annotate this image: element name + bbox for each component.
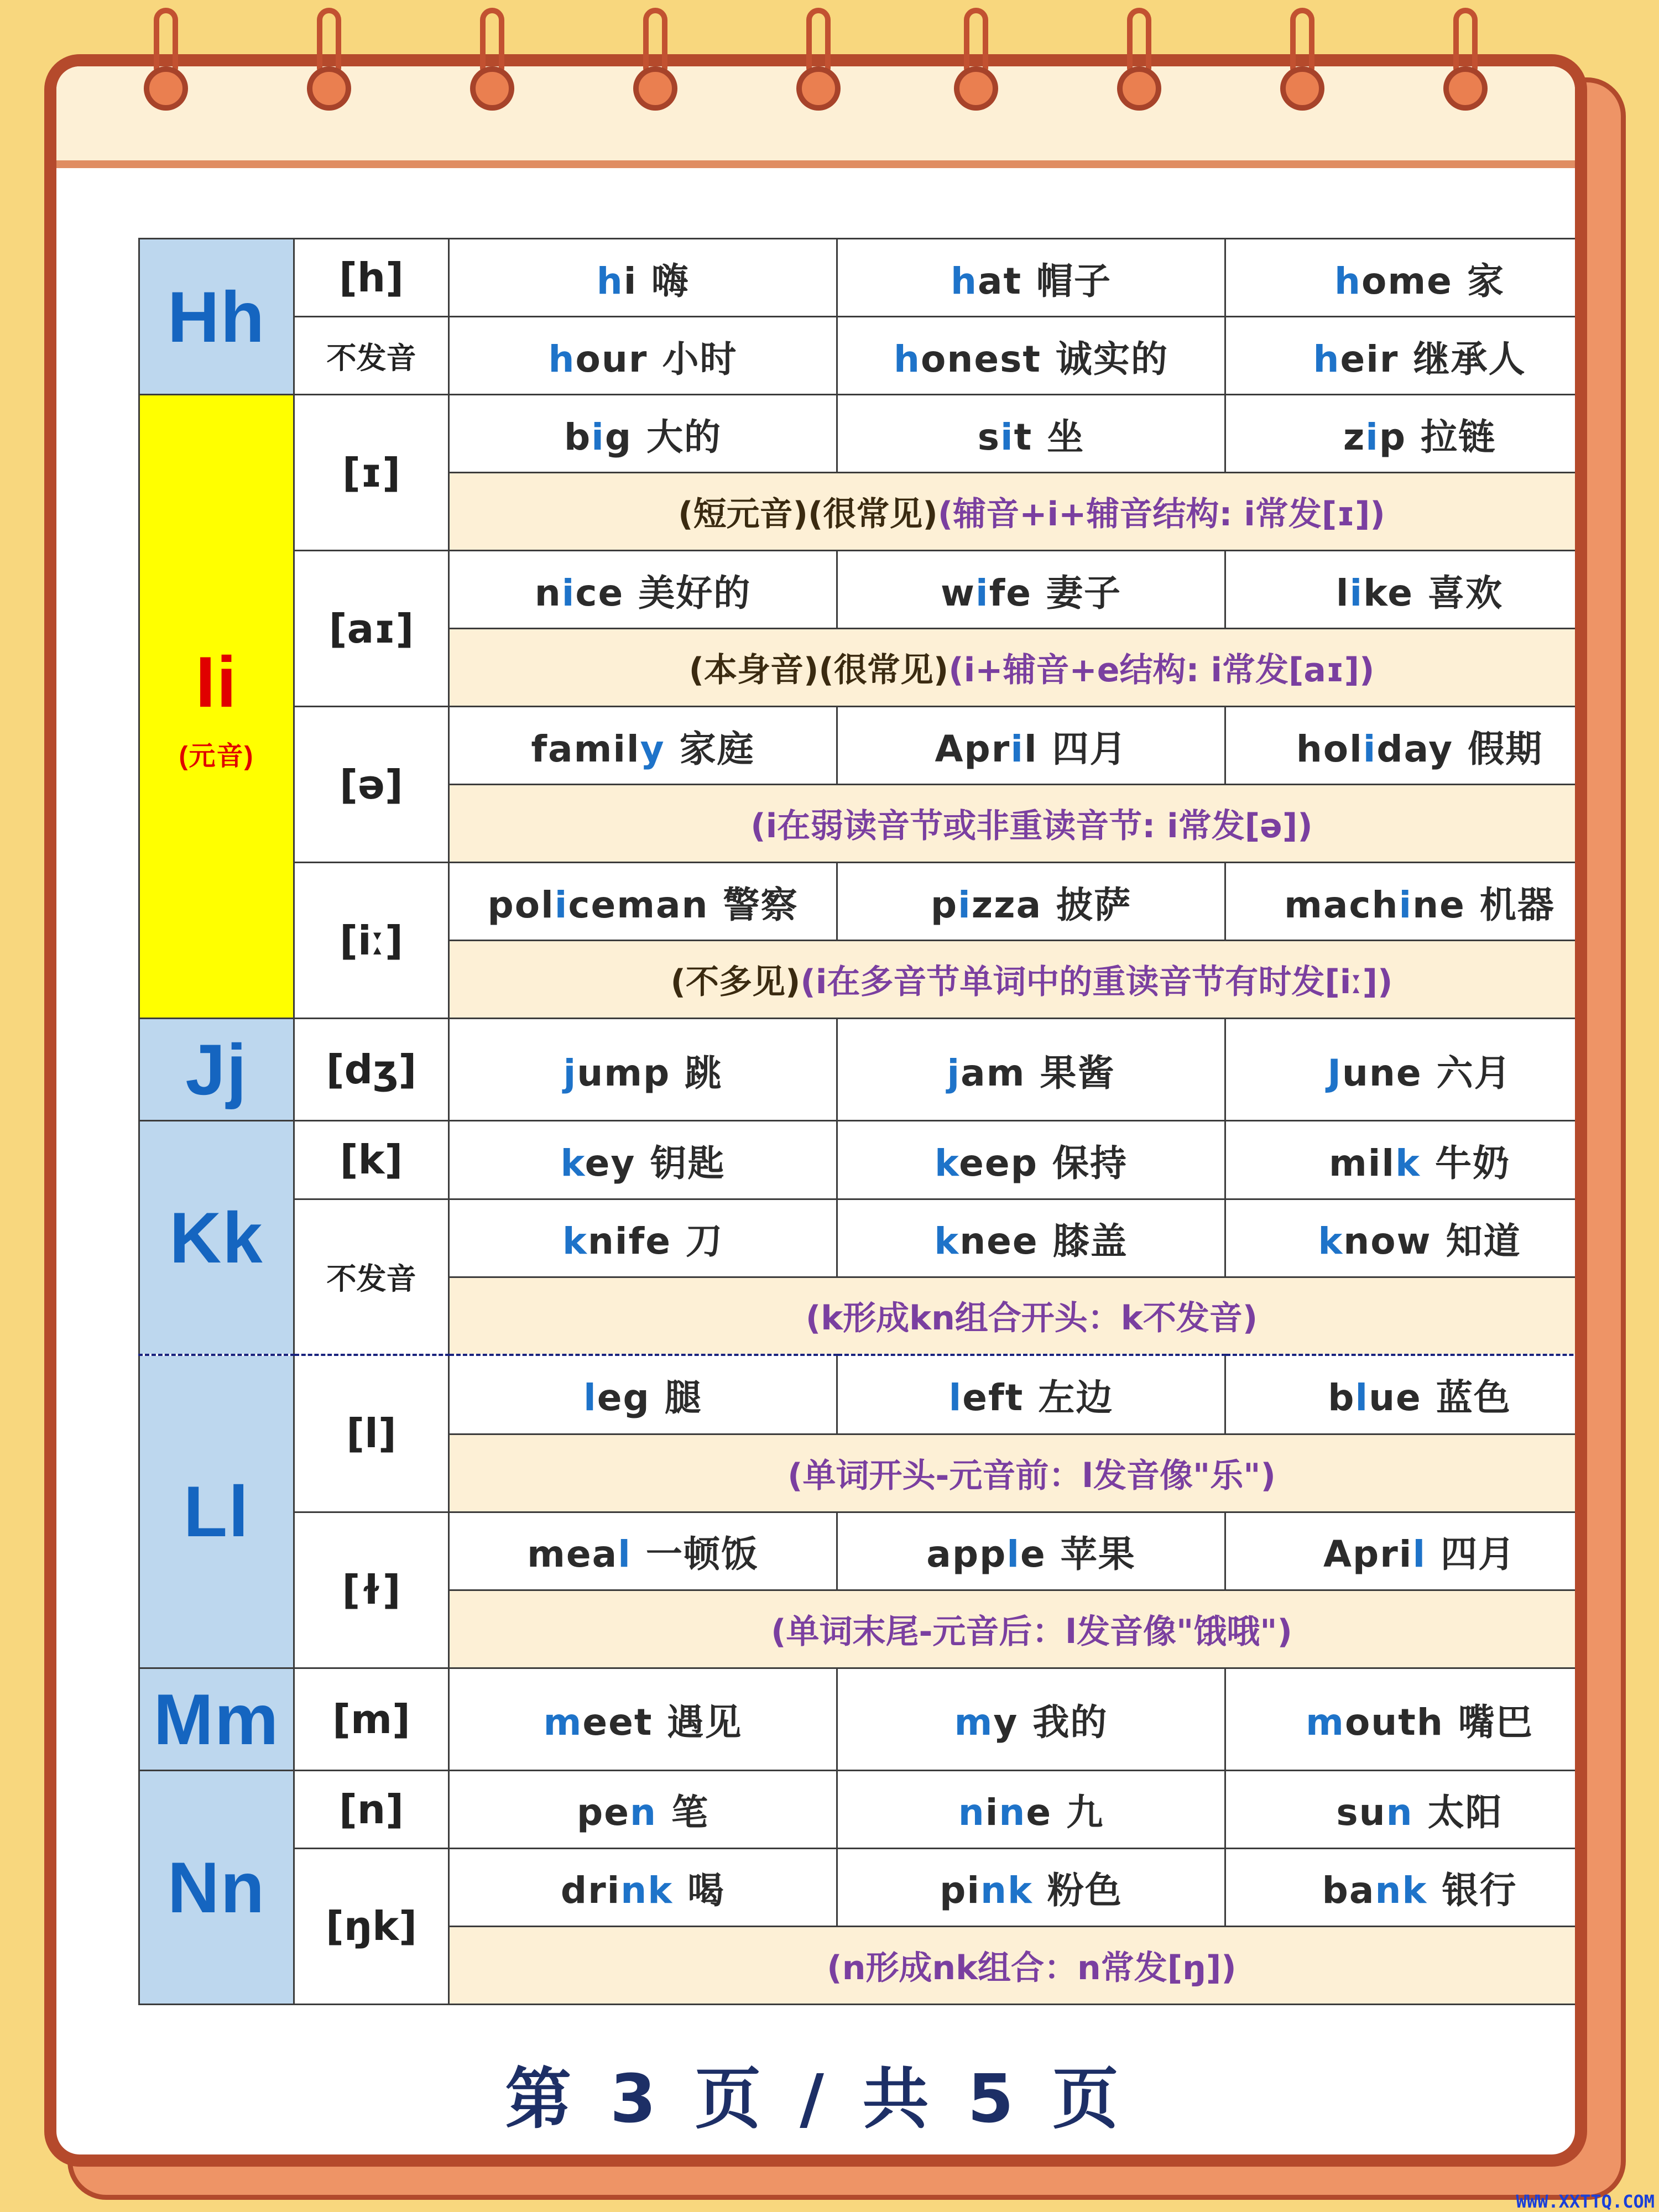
example-word: meal 一顿饭 — [449, 1512, 837, 1590]
spiral-ring — [1443, 8, 1496, 113]
example-word: June 六月 — [1225, 1019, 1588, 1121]
rule-note: (不多见)(i在多音节单词中的重读音节有时发[iː]) — [449, 941, 1588, 1019]
example-word: my 我的 — [837, 1668, 1225, 1770]
phonics-table — [138, 238, 1587, 2005]
letter-m: Mm — [139, 1668, 294, 1770]
rule-note: (n形成nk组合：n常发[ŋ]) — [449, 1926, 1588, 2004]
vowel-note: (元音) — [179, 742, 254, 771]
phonetic-symbol: [k] — [294, 1121, 449, 1199]
example-word: blue 蓝色 — [1225, 1355, 1588, 1434]
example-word: like 喜欢 — [1225, 551, 1588, 629]
example-word: knife 刀 — [449, 1199, 837, 1277]
spiral-ring — [307, 8, 360, 113]
example-word: home 家 — [1225, 239, 1588, 317]
letter-i: Ii (元音) — [139, 395, 294, 1019]
example-word: holiday 假期 — [1225, 707, 1588, 785]
page-indicator: 第 3 页 / 共 5 页 — [505, 2061, 1126, 2138]
rule-note: (i在弱读音节或非重读音节: i常发[ə]) — [449, 785, 1588, 863]
letter-n: Nn — [139, 1770, 294, 2004]
example-word: key 钥匙 — [449, 1121, 837, 1199]
example-word: hat 帽子 — [837, 239, 1225, 317]
example-word: know 知道 — [1225, 1199, 1588, 1277]
phonetic-symbol: [ŋk] — [294, 1848, 449, 2004]
example-word: apple 苹果 — [837, 1512, 1225, 1590]
example-word: hour 小时 — [449, 317, 837, 395]
example-word: April 四月 — [837, 707, 1225, 785]
phonetic-symbol: [l] — [294, 1355, 449, 1512]
example-word: nice 美好的 — [449, 551, 837, 629]
spiral-ring — [796, 8, 849, 113]
phonetic-symbol: [ə] — [294, 707, 449, 863]
site-watermark: WWW.XXTTQ.COM — [1516, 2191, 1655, 2212]
letter-j: Jj — [139, 1019, 294, 1121]
example-word: jam 果酱 — [837, 1019, 1225, 1121]
spiral-ring — [1280, 8, 1333, 113]
phonetic-symbol: [iː] — [294, 863, 449, 1019]
example-word: sun 太阳 — [1225, 1770, 1588, 1848]
phonetic-symbol: [aɪ] — [294, 551, 449, 707]
example-word: meet 遇见 — [449, 1668, 837, 1770]
example-word: pizza 披萨 — [837, 863, 1225, 941]
example-word: keep 保持 — [837, 1121, 1225, 1199]
example-word: bank 银行 — [1225, 1848, 1588, 1926]
table-row — [139, 1770, 1588, 1848]
table-row — [139, 395, 1588, 473]
letter-l: Ll — [139, 1355, 294, 1668]
phonetic-symbol: [m] — [294, 1668, 449, 1770]
example-word: sit 坐 — [837, 395, 1225, 473]
letter-h: Hh — [139, 239, 294, 395]
phonetic-symbol: [ɫ] — [294, 1512, 449, 1668]
table-row — [139, 1199, 1588, 1277]
phonetic-symbol: [n] — [294, 1770, 449, 1848]
example-word: hi 嗨 — [449, 239, 837, 317]
rule-note: (单词末尾-元音后：l发音像"饿哦") — [449, 1590, 1588, 1668]
notebook-page — [44, 54, 1587, 2167]
rule-note: (单词开头-元音前：l发音像"乐") — [449, 1434, 1588, 1512]
spiral-ring — [470, 8, 523, 113]
example-word: pen 笔 — [449, 1770, 837, 1848]
table-row — [139, 317, 1588, 395]
example-word: machine 机器 — [1225, 863, 1588, 941]
table-row — [139, 863, 1588, 941]
example-word: pink 粉色 — [837, 1848, 1225, 1926]
table-row — [139, 1512, 1588, 1590]
phonetic-symbol: 不发音 — [294, 317, 449, 395]
table-row — [139, 1355, 1588, 1434]
example-word: nine 九 — [837, 1770, 1225, 1848]
table-row — [139, 1121, 1588, 1199]
spiral-ring — [1117, 8, 1170, 113]
example-word: milk 牛奶 — [1225, 1121, 1588, 1199]
example-word: leg 腿 — [449, 1355, 837, 1434]
table-row — [139, 1668, 1588, 1770]
table-row — [139, 707, 1588, 785]
example-word: April 四月 — [1225, 1512, 1588, 1590]
example-word: big 大的 — [449, 395, 837, 473]
table-row — [139, 1848, 1588, 1926]
phonetic-symbol: 不发音 — [294, 1199, 449, 1355]
example-word: heir 继承人 — [1225, 317, 1588, 395]
example-word: jump 跳 — [449, 1019, 837, 1121]
example-word: knee 膝盖 — [837, 1199, 1225, 1277]
example-word: policeman 警察 — [449, 863, 837, 941]
rule-note: (短元音)(很常见)(辅音+i+辅音结构: i常发[ɪ]) — [449, 473, 1588, 551]
rule-note: (本身音)(很常见)(i+辅音+e结构: i常发[aɪ]) — [449, 629, 1588, 707]
table-row — [139, 551, 1588, 629]
example-word: mouth 嘴巴 — [1225, 1668, 1588, 1770]
phonetic-symbol: [dʒ] — [294, 1019, 449, 1121]
example-word: left 左边 — [837, 1355, 1225, 1434]
phonetic-symbol: [ɪ] — [294, 395, 449, 551]
example-word: family 家庭 — [449, 707, 837, 785]
spiral-ring — [954, 8, 1007, 113]
example-word: honest 诚实的 — [837, 317, 1225, 395]
rule-note: (k形成kn组合开头：k不发音) — [449, 1277, 1588, 1355]
letter-k: Kk — [139, 1121, 294, 1355]
spiral-ring — [633, 8, 686, 113]
table-row — [139, 1019, 1588, 1121]
phonetic-symbol: [h] — [294, 239, 449, 317]
spiral-ring — [144, 8, 197, 113]
example-word: drink 喝 — [449, 1848, 837, 1926]
example-word: zip 拉链 — [1225, 395, 1588, 473]
example-word: wife 妻子 — [837, 551, 1225, 629]
table-row — [139, 239, 1588, 317]
